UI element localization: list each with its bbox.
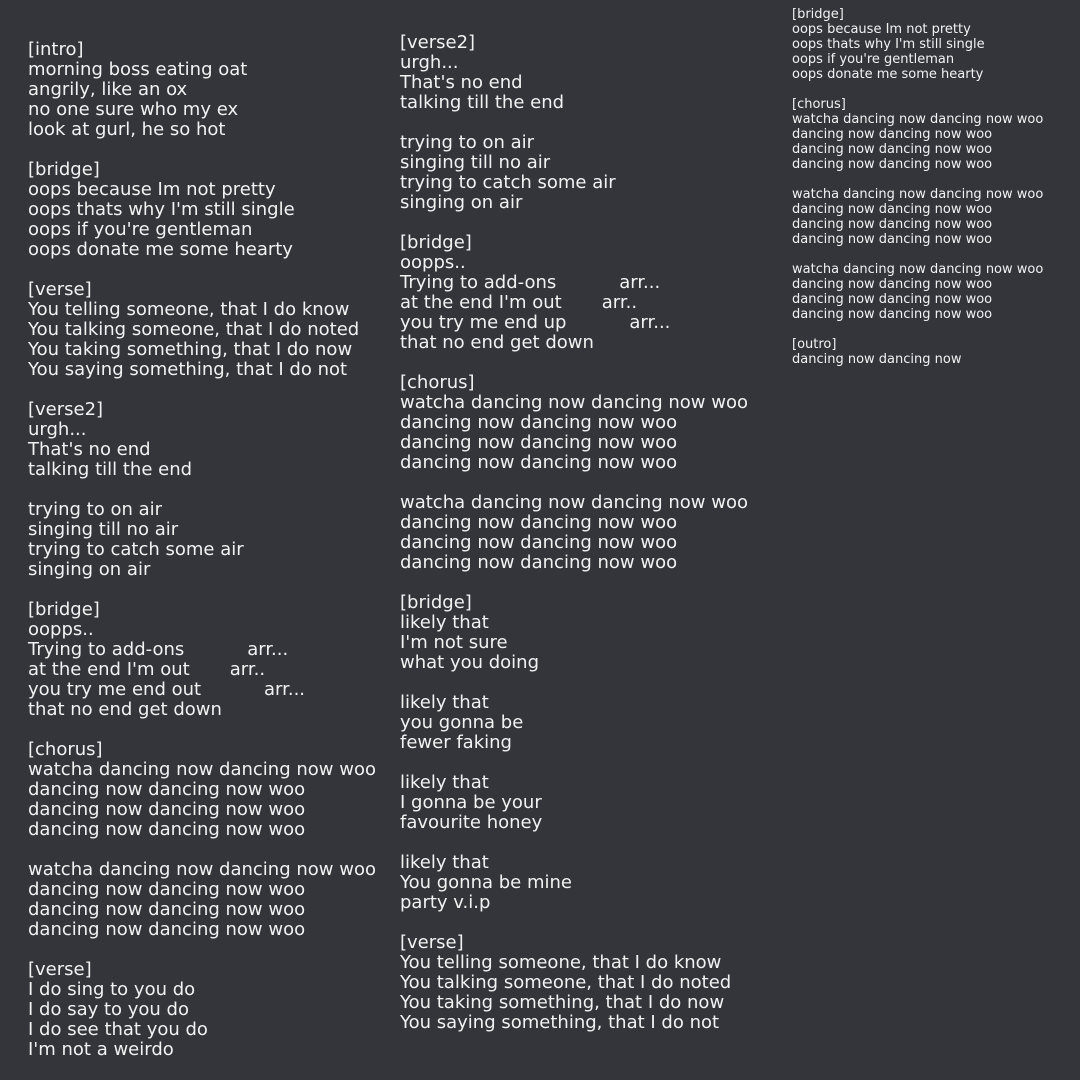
- section-label: [bridge]: [792, 7, 844, 22]
- section-label: [verse2]: [28, 399, 104, 420]
- lyric-line: morning boss eating oat: [28, 59, 248, 80]
- lyric-line: dancing now dancing now woo: [792, 217, 993, 232]
- section-label: [intro]: [28, 39, 84, 60]
- lyric-line: I do say to you do: [28, 999, 189, 1020]
- section-label: [verse]: [28, 959, 92, 980]
- lyric-line: you try me end out arr...: [28, 679, 306, 700]
- lyric-line: at the end I'm out arr..: [400, 292, 638, 313]
- lyric-line: You taking something, that I do now: [28, 339, 353, 360]
- lyric-line: You gonna be mine: [400, 872, 572, 893]
- lyric-line: singing on air: [28, 559, 151, 580]
- lyric-line: watcha dancing now dancing now woo: [792, 262, 1044, 277]
- section-label: [verse]: [28, 279, 92, 300]
- lyric-line: what you doing: [400, 652, 540, 673]
- stanza-spacer: [792, 172, 1043, 187]
- lyric-line: fewer faking: [400, 732, 512, 753]
- stanza-spacer: [400, 213, 748, 233]
- lyric-line: watcha dancing now dancing now woo: [792, 187, 1044, 202]
- lyric-line: singing till no air: [400, 152, 551, 173]
- stanza-spacer: [400, 833, 748, 853]
- lyric-line: singing on air: [400, 192, 523, 213]
- section-label: [outro]: [792, 337, 837, 352]
- section-label: [verse2]: [400, 32, 476, 53]
- lyric-line: oops if you're gentleman: [792, 52, 955, 67]
- lyric-line: at the end I'm out arr..: [28, 659, 266, 680]
- lyric-line: no one sure who my ex: [28, 99, 239, 120]
- section-label: [chorus]: [400, 372, 475, 393]
- lyric-line: trying to catch some air: [400, 172, 616, 193]
- lyric-line: you gonna be: [400, 712, 524, 733]
- lyrics-column-3: [792, 7, 1043, 367]
- stanza-spacer: [28, 720, 376, 740]
- lyric-line: watcha dancing now dancing now woo: [28, 759, 376, 780]
- lyric-line: dancing now dancing now woo: [792, 277, 993, 292]
- lyric-line: likely that: [400, 692, 489, 713]
- lyric-line: watcha dancing now dancing now woo: [400, 492, 748, 513]
- lyric-line: oops thats why I'm still single: [792, 37, 985, 52]
- stanza-spacer: [28, 840, 376, 860]
- lyric-line: Trying to add-ons arr...: [28, 639, 289, 660]
- lyric-line: dancing now dancing now: [792, 352, 962, 367]
- stanza-spacer: [792, 82, 1043, 97]
- lyric-line: I'm not sure: [400, 632, 508, 653]
- lyric-line: dancing now dancing now woo: [792, 292, 993, 307]
- lyric-line: dancing now dancing now woo: [400, 512, 678, 533]
- lyric-line: watcha dancing now dancing now woo: [28, 859, 376, 880]
- stanza-spacer: [400, 753, 748, 773]
- lyric-line: dancing now dancing now woo: [400, 552, 678, 573]
- lyric-line: dancing now dancing now woo: [792, 127, 993, 142]
- section-label: [bridge]: [28, 599, 100, 620]
- lyric-line: likely that: [400, 772, 489, 793]
- lyric-line: oops donate me some hearty: [792, 67, 984, 82]
- lyric-line: oops because Im not pretty: [28, 179, 276, 200]
- lyric-line: oopps..: [28, 619, 94, 640]
- lyric-line: dancing now dancing now woo: [792, 307, 993, 322]
- lyric-line: trying to catch some air: [28, 539, 244, 560]
- section-label: [chorus]: [792, 97, 846, 112]
- lyric-line: talking till the end: [28, 459, 193, 480]
- lyric-line: dancing now dancing now woo: [28, 799, 306, 820]
- lyric-line: dancing now dancing now woo: [28, 779, 306, 800]
- lyric-line: that no end get down: [28, 699, 222, 720]
- lyric-line: oops donate me some hearty: [28, 239, 293, 260]
- lyric-line: dancing now dancing now woo: [792, 232, 993, 247]
- lyric-line: I'm not a weirdo: [28, 1039, 174, 1060]
- lyric-line: Trying to add-ons arr...: [400, 272, 661, 293]
- lyric-line: angrily, like an ox: [28, 79, 188, 100]
- stanza-spacer: [28, 940, 376, 960]
- lyric-line: oops because Im not pretty: [792, 22, 971, 37]
- lyric-line: watcha dancing now dancing now woo: [792, 112, 1044, 127]
- lyric-line: urgh...: [400, 52, 459, 73]
- lyric-line: talking till the end: [400, 92, 565, 113]
- lyric-line: singing till no air: [28, 519, 179, 540]
- lyric-line: I do sing to you do: [28, 979, 196, 1000]
- lyric-line: dancing now dancing now woo: [792, 157, 993, 172]
- lyric-line: You taking something, that I do now: [400, 992, 725, 1013]
- section-label: [bridge]: [28, 159, 100, 180]
- lyric-line: watcha dancing now dancing now woo: [400, 392, 748, 413]
- lyric-line: You saying something, that I do not: [400, 1012, 720, 1033]
- lyric-line: dancing now dancing now woo: [400, 432, 678, 453]
- lyric-line: oopps..: [400, 252, 466, 273]
- lyric-line: That's no end: [400, 72, 523, 93]
- lyric-line: dancing now dancing now woo: [28, 879, 306, 900]
- lyric-line: dancing now dancing now woo: [28, 919, 306, 940]
- stanza-spacer: [400, 113, 748, 133]
- stanza-spacer: [400, 913, 748, 933]
- lyric-line: dancing now dancing now woo: [400, 452, 678, 473]
- lyric-line: trying to on air: [400, 132, 535, 153]
- stanza-spacer: [28, 260, 376, 280]
- lyric-line: oops if you're gentleman: [28, 219, 253, 240]
- lyrics-column-1: [28, 40, 376, 1060]
- stanza-spacer: [400, 673, 748, 693]
- lyric-line: likely that: [400, 852, 489, 873]
- lyric-line: You talking someone, that I do noted: [28, 319, 360, 340]
- stanza-spacer: [28, 140, 376, 160]
- lyric-line: party v.i.p: [400, 892, 491, 913]
- lyric-line: dancing now dancing now woo: [792, 142, 993, 157]
- section-label: [bridge]: [400, 592, 472, 613]
- lyric-line: You telling someone, that I do know: [28, 299, 350, 320]
- lyric-line: trying to on air: [28, 499, 163, 520]
- lyric-line: oops thats why I'm still single: [28, 199, 295, 220]
- stanza-spacer: [792, 322, 1043, 337]
- lyric-line: favourite honey: [400, 812, 543, 833]
- stanza-spacer: [792, 247, 1043, 262]
- lyric-line: You saying something, that I do not: [28, 359, 348, 380]
- lyric-line: that no end get down: [400, 332, 594, 353]
- section-label: [bridge]: [400, 232, 472, 253]
- lyric-line: You telling someone, that I do know: [400, 952, 722, 973]
- section-label: [chorus]: [28, 739, 103, 760]
- lyric-line: look at gurl, he so hot: [28, 119, 226, 140]
- lyric-line: dancing now dancing now woo: [28, 819, 306, 840]
- lyric-line: you try me end up arr...: [400, 312, 671, 333]
- lyric-line: likely that: [400, 612, 489, 633]
- section-label: [verse]: [400, 932, 464, 953]
- stanza-spacer: [400, 353, 748, 373]
- stanza-spacer: [400, 573, 748, 593]
- stanza-spacer: [28, 380, 376, 400]
- lyric-line: urgh...: [28, 419, 87, 440]
- lyric-line: dancing now dancing now woo: [792, 202, 993, 217]
- lyric-line: I do see that you do: [28, 1019, 208, 1040]
- lyric-line: I gonna be your: [400, 792, 542, 813]
- lyric-line: dancing now dancing now woo: [400, 412, 678, 433]
- lyrics-column-2: [400, 33, 748, 1033]
- lyric-line: dancing now dancing now woo: [400, 532, 678, 553]
- stanza-spacer: [400, 473, 748, 493]
- lyric-line: dancing now dancing now woo: [28, 899, 306, 920]
- lyric-line: You talking someone, that I do noted: [400, 972, 732, 993]
- stanza-spacer: [28, 480, 376, 500]
- stanza-spacer: [28, 580, 376, 600]
- lyric-line: That's no end: [28, 439, 151, 460]
